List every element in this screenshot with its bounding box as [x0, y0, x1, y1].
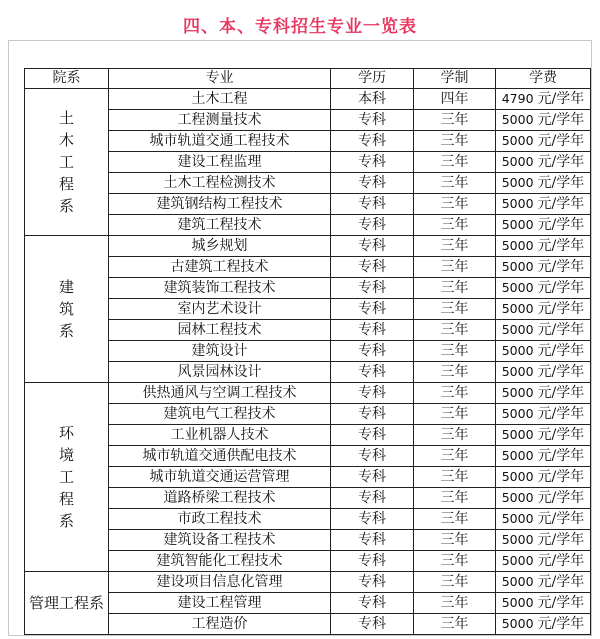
- level-cell: 专科: [331, 614, 414, 635]
- table-row: [25, 425, 591, 446]
- fee-unit: 元/学年: [537, 574, 585, 591]
- fee-unit: 元/学年: [537, 511, 585, 528]
- level-cell: 专科: [331, 362, 414, 383]
- header-level: 学历: [331, 69, 414, 89]
- table-row: [25, 488, 591, 509]
- level-cell: 专科: [331, 530, 414, 551]
- major-cell: 建设工程监理: [109, 152, 331, 173]
- fee-unit: 元/学年: [537, 448, 585, 465]
- major-cell: 建筑设备工程技术: [109, 530, 331, 551]
- fee-cell: [496, 320, 591, 341]
- fee-unit: 元/学年: [537, 406, 585, 423]
- duration-cell: 三年: [414, 530, 496, 551]
- level-cell: 专科: [331, 257, 414, 278]
- fee-cell: [496, 131, 591, 152]
- level-cell: 专科: [331, 236, 414, 257]
- major-cell: 工业机器人技术: [109, 425, 331, 446]
- table-row: [25, 215, 591, 236]
- department-cell: 建筑系: [25, 236, 109, 383]
- table-row: [25, 236, 591, 257]
- duration-cell: 三年: [414, 341, 496, 362]
- fee-amount: 5000: [501, 553, 534, 569]
- major-cell: 建筑装饰工程技术: [109, 278, 331, 299]
- duration-cell: 三年: [414, 215, 496, 236]
- major-cell: 古建筑工程技术: [109, 257, 331, 278]
- fee-unit: 元/学年: [537, 322, 585, 339]
- major-cell: 建筑电气工程技术: [109, 404, 331, 425]
- fee-amount: 5000: [501, 175, 534, 191]
- fee-amount: 5000: [501, 448, 534, 464]
- level-cell: 专科: [331, 467, 414, 488]
- fee-cell: [496, 383, 591, 404]
- table-row: [25, 551, 591, 572]
- level-cell: 专科: [331, 194, 414, 215]
- level-cell: 专科: [331, 299, 414, 320]
- fee-unit: 元/学年: [537, 427, 585, 444]
- fee-amount: 5000: [501, 112, 534, 128]
- table-row: [25, 572, 591, 593]
- level-cell: 专科: [331, 446, 414, 467]
- duration-cell: 四年: [414, 89, 496, 110]
- table-row: [25, 467, 591, 488]
- major-cell: 城市轨道交通供配电技术: [109, 446, 331, 467]
- table-row: [25, 131, 591, 152]
- fee-cell: [496, 446, 591, 467]
- fee-unit: 元/学年: [537, 280, 585, 297]
- fee-unit: 元/学年: [537, 196, 585, 213]
- major-cell: 建设项目信息化管理: [109, 572, 331, 593]
- majors-table: [24, 68, 591, 635]
- department-cell: 土木工程系: [25, 89, 109, 236]
- fee-cell: [496, 341, 591, 362]
- major-cell: 城乡规划: [109, 236, 331, 257]
- level-cell: 专科: [331, 593, 414, 614]
- fee-amount: 5000: [501, 616, 534, 632]
- table-row: [25, 110, 591, 131]
- table-row: [25, 362, 591, 383]
- duration-cell: 三年: [414, 236, 496, 257]
- fee-unit: 元/学年: [537, 490, 585, 507]
- major-cell: 风景园林设计: [109, 362, 331, 383]
- fee-unit: 元/学年: [537, 175, 585, 192]
- department-cell: 管理工程系: [25, 572, 109, 635]
- table-row: [25, 152, 591, 173]
- table-row: [25, 446, 591, 467]
- duration-cell: 三年: [414, 425, 496, 446]
- table-row: [25, 278, 591, 299]
- table-row: [25, 194, 591, 215]
- duration-cell: 三年: [414, 299, 496, 320]
- fee-cell: [496, 257, 591, 278]
- department-cell: 环境工程系: [25, 383, 109, 572]
- duration-cell: 三年: [414, 467, 496, 488]
- fee-unit: 元/学年: [537, 259, 585, 276]
- major-cell: 建筑智能化工程技术: [109, 551, 331, 572]
- table-row: [25, 383, 591, 404]
- fee-cell: [496, 194, 591, 215]
- fee-amount: 5000: [501, 427, 534, 443]
- fee-unit: 元/学年: [537, 469, 585, 486]
- fee-amount: 5000: [501, 469, 534, 485]
- fee-unit: 元/学年: [537, 343, 585, 360]
- table-row: [25, 614, 591, 635]
- table-row: [25, 257, 591, 278]
- major-cell: 室内艺术设计: [109, 299, 331, 320]
- fee-amount: 5000: [501, 364, 534, 380]
- duration-cell: 三年: [414, 152, 496, 173]
- level-cell: 专科: [331, 110, 414, 131]
- table-body: [25, 89, 591, 635]
- duration-cell: 三年: [414, 257, 496, 278]
- fee-amount: 4790: [501, 91, 534, 107]
- duration-cell: 三年: [414, 278, 496, 299]
- fee-amount: 5000: [501, 511, 534, 527]
- fee-amount: 5000: [501, 196, 534, 212]
- level-cell: 专科: [331, 131, 414, 152]
- fee-cell: [496, 530, 591, 551]
- duration-cell: 三年: [414, 572, 496, 593]
- fee-unit: 元/学年: [537, 595, 585, 612]
- fee-cell: [496, 614, 591, 635]
- fee-amount: 5000: [501, 343, 534, 359]
- major-cell: 建筑设计: [109, 341, 331, 362]
- fee-amount: 5000: [501, 259, 534, 275]
- fee-amount: 5000: [501, 490, 534, 506]
- fee-unit: 元/学年: [537, 616, 585, 633]
- duration-cell: 三年: [414, 194, 496, 215]
- fee-amount: 5000: [501, 301, 534, 317]
- table-row: [25, 593, 591, 614]
- table-row: [25, 509, 591, 530]
- duration-cell: 三年: [414, 446, 496, 467]
- fee-unit: 元/学年: [537, 112, 585, 129]
- table-row: [25, 341, 591, 362]
- duration-cell: 三年: [414, 383, 496, 404]
- duration-cell: 三年: [414, 131, 496, 152]
- fee-unit: 元/学年: [537, 364, 585, 381]
- major-cell: 供热通风与空调工程技术: [109, 383, 331, 404]
- fee-cell: [496, 362, 591, 383]
- major-cell: 土木工程检测技术: [109, 173, 331, 194]
- fee-cell: [496, 551, 591, 572]
- header-duration: 学制: [414, 69, 496, 89]
- major-cell: 城市轨道交通工程技术: [109, 131, 331, 152]
- fee-amount: 5000: [501, 574, 534, 590]
- fee-amount: 5000: [501, 238, 534, 254]
- major-cell: 道路桥梁工程技术: [109, 488, 331, 509]
- level-cell: 专科: [331, 320, 414, 341]
- fee-cell: [496, 152, 591, 173]
- fee-cell: [496, 572, 591, 593]
- level-cell: 专科: [331, 341, 414, 362]
- level-cell: 专科: [331, 383, 414, 404]
- fee-amount: 5000: [501, 322, 534, 338]
- level-cell: 专科: [331, 215, 414, 236]
- fee-cell: [496, 509, 591, 530]
- fee-cell: [496, 110, 591, 131]
- fee-amount: 5000: [501, 385, 534, 401]
- fee-cell: [496, 593, 591, 614]
- fee-unit: 元/学年: [537, 553, 585, 570]
- fee-amount: 5000: [501, 532, 534, 548]
- fee-unit: 元/学年: [537, 532, 585, 549]
- duration-cell: 三年: [414, 509, 496, 530]
- fee-cell: [496, 425, 591, 446]
- duration-cell: 三年: [414, 173, 496, 194]
- duration-cell: 三年: [414, 110, 496, 131]
- level-cell: 专科: [331, 551, 414, 572]
- level-cell: 专科: [331, 488, 414, 509]
- fee-cell: [496, 215, 591, 236]
- major-cell: 建设工程管理: [109, 593, 331, 614]
- level-cell: 专科: [331, 425, 414, 446]
- fee-cell: [496, 488, 591, 509]
- level-cell: 专科: [331, 404, 414, 425]
- duration-cell: 三年: [414, 614, 496, 635]
- major-cell: 工程测量技术: [109, 110, 331, 131]
- duration-cell: 三年: [414, 488, 496, 509]
- table-row: [25, 299, 591, 320]
- fee-amount: 5000: [501, 154, 534, 170]
- duration-cell: 三年: [414, 362, 496, 383]
- header-dept: 院系: [25, 69, 109, 89]
- fee-unit: 元/学年: [537, 301, 585, 318]
- page-title: 四、本、专科招生专业一览表: [183, 17, 417, 37]
- fee-amount: 5000: [501, 217, 534, 233]
- table-row: [25, 404, 591, 425]
- fee-cell: [496, 236, 591, 257]
- fee-unit: 元/学年: [537, 238, 585, 255]
- table-row: [25, 320, 591, 341]
- fee-amount: 5000: [501, 133, 534, 149]
- table-header-row: [25, 69, 591, 89]
- header-fee: 学费: [496, 69, 591, 89]
- major-cell: 建筑工程技术: [109, 215, 331, 236]
- fee-unit: 元/学年: [537, 91, 585, 108]
- fee-unit: 元/学年: [537, 154, 585, 171]
- fee-amount: 5000: [501, 406, 534, 422]
- major-cell: 建筑钢结构工程技术: [109, 194, 331, 215]
- fee-cell: [496, 89, 591, 110]
- fee-unit: 元/学年: [537, 133, 585, 150]
- duration-cell: 三年: [414, 593, 496, 614]
- fee-amount: 5000: [501, 595, 534, 611]
- fee-unit: 元/学年: [537, 385, 585, 402]
- table-row: [25, 89, 591, 110]
- major-cell: 工程造价: [109, 614, 331, 635]
- fee-unit: 元/学年: [537, 217, 585, 234]
- duration-cell: 三年: [414, 551, 496, 572]
- level-cell: 专科: [331, 173, 414, 194]
- table-row: [25, 173, 591, 194]
- duration-cell: 三年: [414, 320, 496, 341]
- fee-cell: [496, 173, 591, 194]
- fee-cell: [496, 299, 591, 320]
- major-cell: 市政工程技术: [109, 509, 331, 530]
- level-cell: 专科: [331, 509, 414, 530]
- header-major: 专业: [109, 69, 331, 89]
- duration-cell: 三年: [414, 404, 496, 425]
- major-cell: 土木工程: [109, 89, 331, 110]
- level-cell: 专科: [331, 572, 414, 593]
- fee-amount: 5000: [501, 280, 534, 296]
- major-cell: 园林工程技术: [109, 320, 331, 341]
- fee-cell: [496, 467, 591, 488]
- level-cell: 专科: [331, 152, 414, 173]
- level-cell: 专科: [331, 278, 414, 299]
- table-row: [25, 530, 591, 551]
- major-cell: 城市轨道交通运营管理: [109, 467, 331, 488]
- level-cell: 本科: [331, 89, 414, 110]
- fee-cell: [496, 278, 591, 299]
- fee-cell: [496, 404, 591, 425]
